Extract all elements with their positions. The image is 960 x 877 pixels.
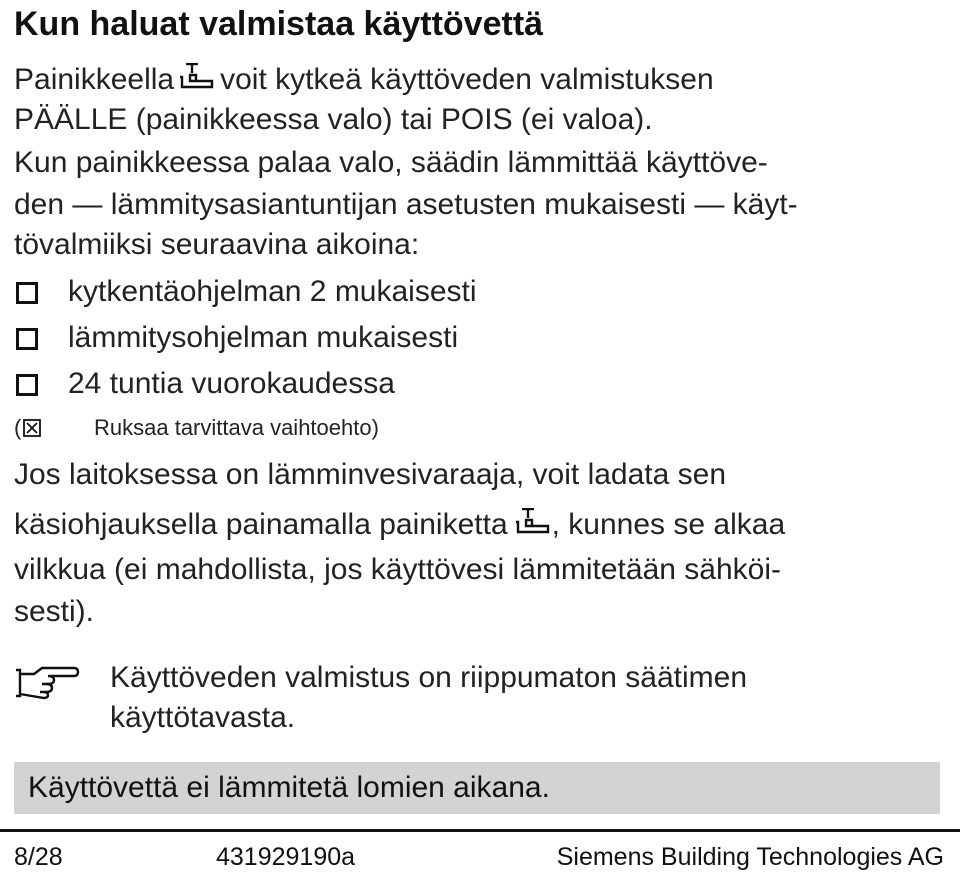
charging-line-2-after: , kunnes se alkaa [551,508,786,541]
note-text: Ruksaa tarvittava vaihtoehto) [94,415,379,440]
charging-line-3: vilkkua (ei mahdollista, jos käyttövesi lämmitetään sähköi- [14,553,781,586]
option-checkbox-program-2[interactable] [16,282,38,304]
tip-line-1: Käyttöveden valmistus on riippumaton säätimen [110,661,748,694]
holiday-notice-box [14,762,940,814]
footer-divider [0,829,960,832]
option-checkbox-24h[interactable] [16,374,38,396]
footer-document-number: 431929190a [216,843,356,871]
option-label-program-2: kytkentäohjelman 2 mukaisesti [68,275,477,308]
hot-water-tap-icon [514,508,550,536]
intro-line-1-after: voit kytkeä käyttöveden valmistuksen [220,63,714,96]
intro-line-1-before: Painikkeella [14,63,175,96]
option-label-heating-program: lämmitysohjelman mukaisesti [68,321,459,354]
intro-line-3: Kun painikkeessa palaa valo, säädin lämmittää käyttöve- [14,146,768,179]
check-note [14,413,379,443]
intro-line-5: tövalmiiksi seuraavina aikoina: [14,228,420,261]
hot-water-tap-icon [178,63,214,91]
option-checkbox-heating-program[interactable] [16,328,38,350]
page-heading: Kun haluat valmistaa käyttövettä [14,5,544,43]
charging-line-2 [14,505,785,545]
option-label-24h: 24 tuntia vuorokaudessa [68,367,395,400]
charging-line-1: Jos laitoksessa on lämminvesivaraaja, voit ladata sen [14,458,727,491]
charging-line-4: sesti). [14,595,95,628]
note-paren: ( [14,415,22,440]
intro-line-4: den — lämmitysasiantuntijan asetusten mukaisesti — käyt- [14,188,798,221]
holiday-notice-text: Käyttövettä ei lämmitetä lomien aikana. [28,771,550,804]
intro-line-2: PÄÄLLE (painikkeessa valo) tai POIS (ei valoa). [14,103,653,136]
footer-page-number: 8/28 [14,843,63,871]
pointing-hand-icon [14,664,80,702]
intro-line-1 [14,60,714,100]
footer-company: Siemens Building Technologies AG [556,843,944,871]
tip-line-2: käyttötavasta. [110,701,296,734]
charging-line-2-before: käsiohjauksella painamalla painiketta [14,508,508,541]
checked-box-icon [23,415,41,433]
